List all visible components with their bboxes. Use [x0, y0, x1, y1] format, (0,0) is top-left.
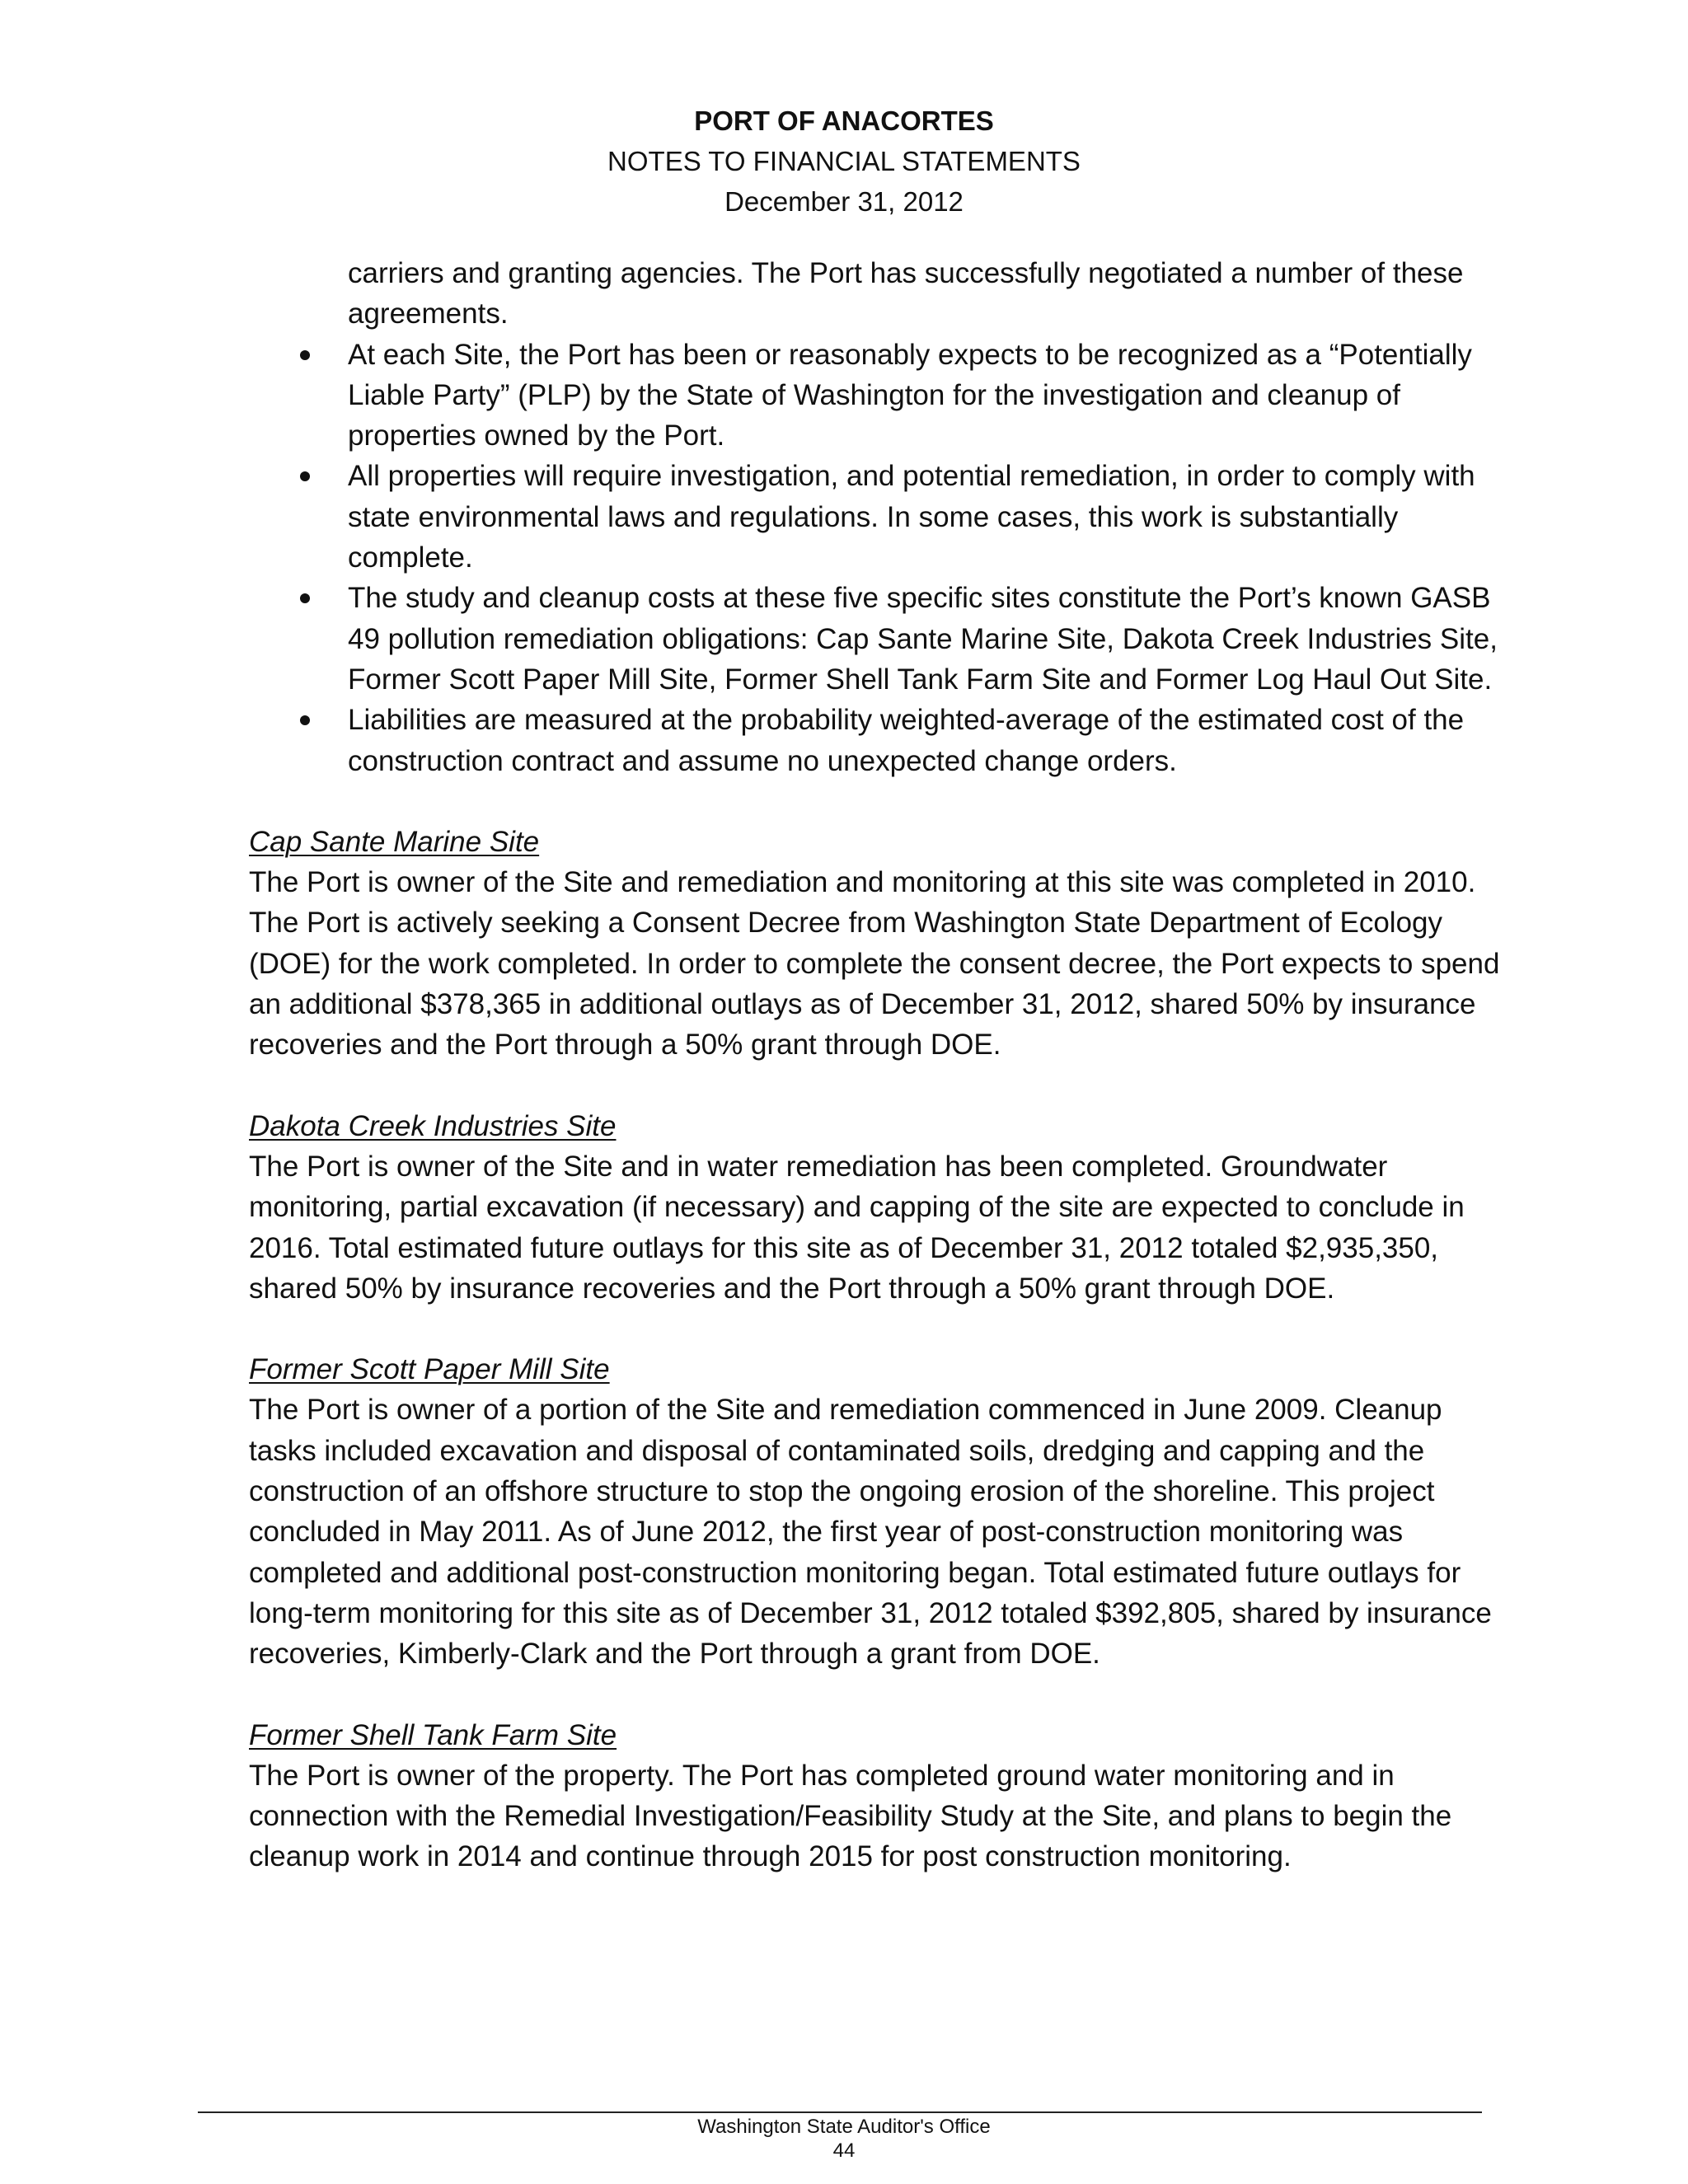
section-paragraph: The Port is owner of the Site and in water remediation has been completed. Groundwater monitoring, partial excavation (if necessary) and capping of the site are expected to conclude in 2016. Total estimated future outlays for this site as of December 31, 2012 totaled $2,935,350, shared 50% by insurance recoveries and the Port through a 50% grant through DOE.	[249, 1150, 1465, 1305]
footer-divider	[198, 2111, 1482, 2113]
document-title: PORT OF ANACORTES	[694, 105, 994, 136]
section-heading: Former Scott Paper Mill Site	[249, 1353, 610, 1386]
section-heading: Former Shell Tank Farm Site	[249, 1718, 617, 1751]
section-dakota-creek	[249, 1106, 1502, 1309]
bullet-item	[249, 335, 1502, 457]
bullet-list	[249, 335, 1502, 781]
document-date: December 31, 2012	[724, 186, 964, 217]
section-shell-tank-farm	[249, 1715, 1502, 1877]
document-subtitle: NOTES TO FINANCIAL STATEMENTS	[607, 146, 1081, 176]
bullet-text: The study and cleanup costs at these five specific sites constitute the Port’s known GASB 49 pollution remediation obligations: Cap Sante Marine Site, Dakota Creek Industries Site, Former Scott Paper Mill Site, Former Shell Tank Farm Site and Former Log Haul Out Site.	[348, 582, 1498, 696]
page-footer	[0, 2115, 1688, 2163]
bullet-text: Liabilities are measured at the probability weighted-average of the estimated cost of the construction contract and assume no unexpected change orders.	[348, 704, 1465, 777]
section-heading: Dakota Creek Industries Site	[249, 1109, 617, 1142]
page-body	[249, 253, 1502, 1877]
bullet-icon	[300, 593, 310, 603]
bullet-item	[249, 700, 1502, 781]
bullet-text: At each Site, the Port has been or reasonably expects to be recognized as a “Potentially Liable Party” (PLP) by the State of Washington for the investigation and cleanup of properties owned by the Port.	[348, 338, 1472, 452]
bullet-item	[249, 456, 1502, 578]
bullet-text: All properties will require investigation, and potential remediation, in order to comply with state environmental laws and regulations. In some cases, this work is substantially complete.	[348, 460, 1475, 574]
bullet-icon	[300, 350, 310, 360]
section-heading: Cap Sante Marine Site	[249, 825, 540, 858]
page-header	[0, 101, 1688, 222]
section-cap-sante	[249, 822, 1502, 1066]
intro-continuation: carriers and granting agencies. The Port has successfully negotiated a number of these agreements.	[348, 257, 1464, 330]
section-paragraph: The Port is owner of a portion of the Site and remediation commenced in June 2009. Cleanup tasks included excavation and disposal of contaminated soils, dredging and capping and the construction of an offshore structure to stop the ongoing erosion of the shoreline. This project concluded in May 2011. As of June 2012, the first year of post-construction monitoring was completed and additional post-construction monitoring began. Total estimated future outlays for long-term monitoring for this site as of December 31, 2012 totaled $392,805, shared by insurance recoveries, Kimberly-Clark and the Port through a grant from DOE.	[249, 1394, 1492, 1671]
section-scott-paper-mill	[249, 1349, 1502, 1674]
bullet-icon	[300, 471, 310, 481]
footer-office: Washington State Auditor's Office	[697, 2116, 991, 2138]
bullet-icon	[300, 715, 310, 725]
page-number: 44	[832, 2139, 856, 2162]
section-paragraph: The Port is owner of the property. The Port has completed ground water monitoring and in connection with the Remedial Investigation/Feasibility Study at the Site, and plans to begin the cleanup work in 2014 and continue through 2015 for post construction monitoring.	[249, 1759, 1452, 1873]
section-paragraph: The Port is owner of the Site and remediation and monitoring at this site was completed in 2010. The Port is actively seeking a Consent Decree from Washington State Department of Ecology (DOE) for the work completed. In order to complete the consent decree, the Port expects to spend an additional $378,365 in additional outlays as of December 31, 2012, shared 50% by insurance recoveries and the Port through a 50% grant through DOE.	[249, 866, 1500, 1062]
bullet-item	[249, 578, 1502, 700]
